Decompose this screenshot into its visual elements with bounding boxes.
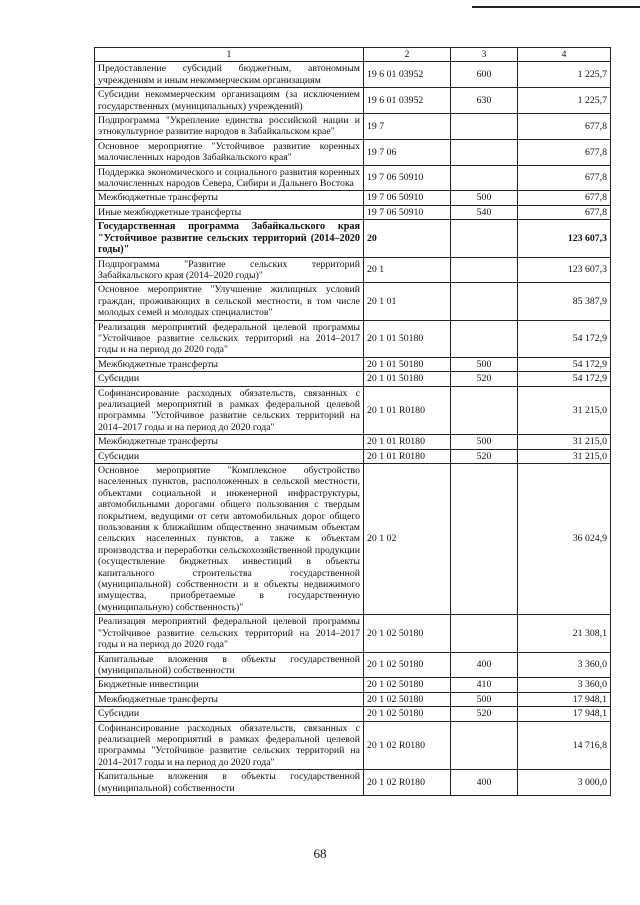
- row-code: 20: [364, 220, 451, 257]
- row-code: 20 1 02 50180: [364, 615, 451, 652]
- row-code: 19 7 06 50910: [364, 205, 451, 219]
- row-code: 19 7 06: [364, 139, 451, 165]
- row-code: 20 1 01 50180: [364, 320, 451, 357]
- row-type: [451, 464, 518, 615]
- row-name: Иные межбюджетные трансферты: [95, 205, 364, 219]
- page-number: 68: [313, 846, 327, 861]
- table-row: [95, 372, 611, 386]
- table-row: [95, 357, 611, 371]
- row-name: Поддержка экономического и социального развития коренных малочисленных народов Севера, Сибири и Дальнего Востока: [95, 165, 364, 191]
- row-type: 630: [451, 88, 518, 114]
- row-sum: 3 000,0: [518, 770, 611, 796]
- table-row: [95, 692, 611, 706]
- row-code: 20 1 02 R0180: [364, 721, 451, 770]
- row-name: Межбюджетные трансферты: [95, 435, 364, 449]
- table-row: [95, 165, 611, 191]
- row-type: 500: [451, 191, 518, 205]
- row-type: [451, 283, 518, 320]
- table-row: [95, 88, 611, 114]
- table-row: [95, 220, 611, 257]
- row-sum: 31 215,0: [518, 386, 611, 435]
- row-type: 540: [451, 205, 518, 219]
- table-row: [95, 435, 611, 449]
- header-col-2: 2: [364, 48, 451, 62]
- row-type: [451, 139, 518, 165]
- row-name: Реализация мероприятий федеральной целевой программы "Устойчивое развитие сельских территорий на 2014–2017 годы и на период до 2020 года": [95, 320, 364, 357]
- row-sum: 3 360,0: [518, 652, 611, 678]
- table-row: [95, 464, 611, 615]
- row-sum: 123 607,3: [518, 257, 611, 283]
- row-name: Подпрограмма "Укрепление единства российской нации и этнокультурное развитие народов в Забайкальском крае": [95, 114, 364, 140]
- row-sum: 21 308,1: [518, 615, 611, 652]
- header-col-4: 4: [518, 48, 611, 62]
- table-row: [95, 114, 611, 140]
- row-type: [451, 220, 518, 257]
- table-row: [95, 62, 611, 88]
- table-row: [95, 191, 611, 205]
- row-type: 500: [451, 435, 518, 449]
- table-header-row: [95, 48, 611, 62]
- row-name: Основное мероприятие "Улучшение жилищных условий граждан, проживающих в сельской местности, в том числе молодых семей и молодых специалистов": [95, 283, 364, 320]
- row-sum: 1 225,7: [518, 88, 611, 114]
- row-type: 520: [451, 449, 518, 463]
- row-sum: 677,8: [518, 165, 611, 191]
- row-code: 20 1 02 50180: [364, 707, 451, 721]
- table-row: [95, 678, 611, 692]
- row-code: 20 1 02: [364, 464, 451, 615]
- row-sum: 31 215,0: [518, 435, 611, 449]
- row-type: [451, 114, 518, 140]
- table-row: [95, 139, 611, 165]
- row-code: 20 1 02 50180: [364, 692, 451, 706]
- table-row: [95, 721, 611, 770]
- row-type: 600: [451, 62, 518, 88]
- row-type: [451, 257, 518, 283]
- row-code: 20 1 01 50180: [364, 372, 451, 386]
- row-sum: 54 172,9: [518, 320, 611, 357]
- row-sum: 14 716,8: [518, 721, 611, 770]
- row-code: 19 7 06 50910: [364, 165, 451, 191]
- row-type: 520: [451, 707, 518, 721]
- row-sum: 17 948,1: [518, 707, 611, 721]
- row-sum: 1 225,7: [518, 62, 611, 88]
- row-type: [451, 165, 518, 191]
- row-type: 520: [451, 372, 518, 386]
- row-name: Межбюджетные трансферты: [95, 191, 364, 205]
- table-row: [95, 652, 611, 678]
- budget-table: [94, 47, 611, 796]
- row-type: 500: [451, 357, 518, 371]
- row-code: 20 1 02 50180: [364, 678, 451, 692]
- row-type: [451, 721, 518, 770]
- table-row: [95, 449, 611, 463]
- row-sum: 3 360,0: [518, 678, 611, 692]
- row-code: 20 1 01 R0180: [364, 449, 451, 463]
- row-name: Подпрограмма "Развитие сельских территорий Забайкальского края (2014–2020 годы)": [95, 257, 364, 283]
- row-type: 400: [451, 770, 518, 796]
- row-code: 19 6 01 03952: [364, 62, 451, 88]
- row-sum: 677,8: [518, 205, 611, 219]
- row-code: 19 7: [364, 114, 451, 140]
- row-name: Бюджетные инвестиции: [95, 678, 364, 692]
- row-code: 20 1 01 50180: [364, 357, 451, 371]
- row-name: Реализация мероприятий федеральной целевой программы "Устойчивое развитие сельских территорий на 2014–2017 годы и на период до 2020 года": [95, 615, 364, 652]
- table-row: [95, 205, 611, 219]
- row-code: 19 6 01 03952: [364, 88, 451, 114]
- row-sum: 677,8: [518, 139, 611, 165]
- row-type: 410: [451, 678, 518, 692]
- table-row: [95, 283, 611, 320]
- row-type: 500: [451, 692, 518, 706]
- row-sum: 54 172,9: [518, 357, 611, 371]
- row-name: Субсидии: [95, 449, 364, 463]
- row-name: Субсидии некоммерческим организациям (за исключением государственных (муниципальных) учреждений): [95, 88, 364, 114]
- row-name: Субсидии: [95, 707, 364, 721]
- row-name: Межбюджетные трансферты: [95, 357, 364, 371]
- row-name: Капитальные вложения в объекты государственной (муниципальной) собственности: [95, 652, 364, 678]
- row-sum: 36 024,9: [518, 464, 611, 615]
- header-col-3: 3: [451, 48, 518, 62]
- row-sum: 31 215,0: [518, 449, 611, 463]
- row-name: Софинансирование расходных обязательств, связанных с реализацией мероприятий в рамках федеральной целевой программы "Устойчивое развитие сельских территорий на 2014–2017 годы и на период до 2020 года": [95, 721, 364, 770]
- row-name: Основное мероприятие "Комплексное обустройство населенных пунктов, расположенных в сельской местности, объектами социальной и инженерной инфраструктуры, автомобильными дорогами общего пользования с твердым покрытием, ведущими от сети автомобильных дорог общего пользования к ближайшим общественно значимым объектам сельских населенных пунктов, а также к объектам производства и переработки сельскохозяйственной продукции (осуществление бюджетных инвестиций в объекты капитального строительства государственной (муниципальной) собственности и в объекты недвижимого имущества, приобретаемые в государственную (муниципальную) собственность)": [95, 464, 364, 615]
- header-col-1: 1: [95, 48, 364, 62]
- row-name: Капитальные вложения в объекты государственной (муниципальной) собственности: [95, 770, 364, 796]
- row-name: Предоставление субсидий бюджетным, автономным учреждениям и иным некоммерческим организациям: [95, 62, 364, 88]
- row-name: Государственная программа Забайкальского края "Устойчивое развитие сельских территорий (2014–2020 годы)": [95, 220, 364, 257]
- row-sum: 85 387,9: [518, 283, 611, 320]
- row-name: Софинансирование расходных обязательств, связанных с реализацией мероприятий в рамках федеральной целевой программы "Устойчивое развитие сельских территорий на 2014–2017 годы и на период до 2020 года": [95, 386, 364, 435]
- row-name: Межбюджетные трансферты: [95, 692, 364, 706]
- row-code: 19 7 06 50910: [364, 191, 451, 205]
- row-name: Субсидии: [95, 372, 364, 386]
- row-sum: 123 607,3: [518, 220, 611, 257]
- table-row: [95, 257, 611, 283]
- table-row: [95, 386, 611, 435]
- row-code: 20 1 01: [364, 283, 451, 320]
- row-code: 20 1 01 R0180: [364, 435, 451, 449]
- row-code: 20 1 01 R0180: [364, 386, 451, 435]
- row-type: [451, 615, 518, 652]
- row-code: 20 1: [364, 257, 451, 283]
- table-row: [95, 707, 611, 721]
- table-row: [95, 770, 611, 796]
- row-type: [451, 386, 518, 435]
- row-code: 20 1 02 50180: [364, 652, 451, 678]
- row-type: 400: [451, 652, 518, 678]
- row-name: Основное мероприятие "Устойчивое развитие коренных малочисленных народов Забайкальского края": [95, 139, 364, 165]
- table-row: [95, 615, 611, 652]
- row-type: [451, 320, 518, 357]
- row-sum: 677,8: [518, 191, 611, 205]
- row-code: 20 1 02 R0180: [364, 770, 451, 796]
- table-row: [95, 320, 611, 357]
- row-sum: 677,8: [518, 114, 611, 140]
- top-rule: [472, 6, 640, 8]
- row-sum: 54 172,9: [518, 372, 611, 386]
- row-sum: 17 948,1: [518, 692, 611, 706]
